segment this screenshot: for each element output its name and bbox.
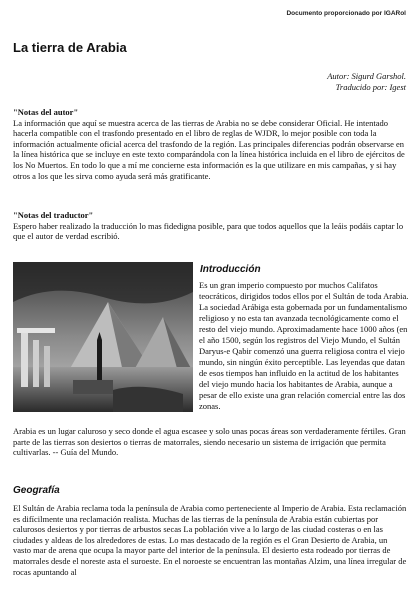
geografia-text: El Sultán de Arabia reclama toda la península de Arabia como perteneciente al Imperio de Arabia. Esta reclamación es difícilmente una reclamación realista. Muchas de las tierras de la península de Arabia están cubiertas por calurosos desiertos y por tierras de arbustos secas La población vive a lo largo de las ciudad costeras o en las ciudades y aldeas de los alrededores de estas. Lo mas destacado de la región es el Gran Desierto de Arabia, un vasto mar de arena que ocupa la mayor parte del interior de la península. El desierto esta rodeado por tierras de matorrales desde el noreste asta el suroeste. En el noroeste se encuentran las montañas Alzim, una línea irregular de rocas apuntando al [13,503,407,577]
translator-notes [13,210,407,242]
author-line: Autor: Sigurd Garshol. [327,71,406,81]
author-notes-text: La información que aquí se muestra acerca de las tierras de Arabia no se debe considerar Oficial. He intentado hacerla compatible con el trasfondo presentado en el libro de reglas de WJDR, lo mejor posible con toda la información actualmente oficial acerca del trasfondo de la región. Las principales diferencias podrán observarse en la línea histórica que se incluye en este texto comparándola con la línea histórica incluida en el libro de ejércitos de los No Muertos. En todo lo que a mí me concierne esta información es la que utilizare en mis campañas, y si hay otros a los que les sirva como ayuda será más gratificante. [13,117,405,181]
introduccion-text: Es un gran imperio compuesto por muchos Califatos teocráticos, dirigidos todos ellos por el Sultán de toda Arabia. La sociedad Arábiga esta gobernada por un fundamentalismo religioso y no esta tan avanzada tecnológicamente como el resto del viejo mundo. Aproximadamente hace 1000 años (en el año 1500, según los registros del Viejo Mundo, el Sultán Daryus-e Qabir comenzó una guerra religiosa contra el viejo mundo, sin ningún éxito perceptible. Las leyendas que datan de esos tiempos han influido en la actitud de los habitantes del viejo mundo hacia los habitantes de Arabia, aunque a pesar de ello existe una gran relación comercial entre las dos zonas. [199,280,409,411]
translator-notes-text: Espero haber realizado la traducción lo mas fidedigna posible, para que todos aquellos que la leáis podáis captar lo que el autor de verdad escribió. [13,220,404,242]
section-heading-introduccion: Introducción [200,264,261,275]
header-note: Documento proporcionado por IGARol [286,10,406,17]
author-notes-label: "Notas del autor" [13,107,79,117]
section-heading-geografia: Geografía [13,485,60,496]
illustration-spacer [13,280,199,410]
document-title: La tierra de Arabia [13,40,127,55]
author-notes [13,107,407,181]
introduccion-body [13,280,409,412]
translator-notes-label: "Notas del traductor" [13,210,94,220]
introduccion-text-2: Arabia es un lugar caluroso y seco donde el agua escasee y solo unas pocas áreas son verdaderamente fértiles. Gran parte de las tierras son desiertos o tierras de matorrales, siendo necesario un sistema de irrigación que permita cultivarlas. -- Guía del Mundo. [13,426,406,458]
translator-line: Traducido por: Igest [335,82,406,92]
byline [327,71,406,93]
